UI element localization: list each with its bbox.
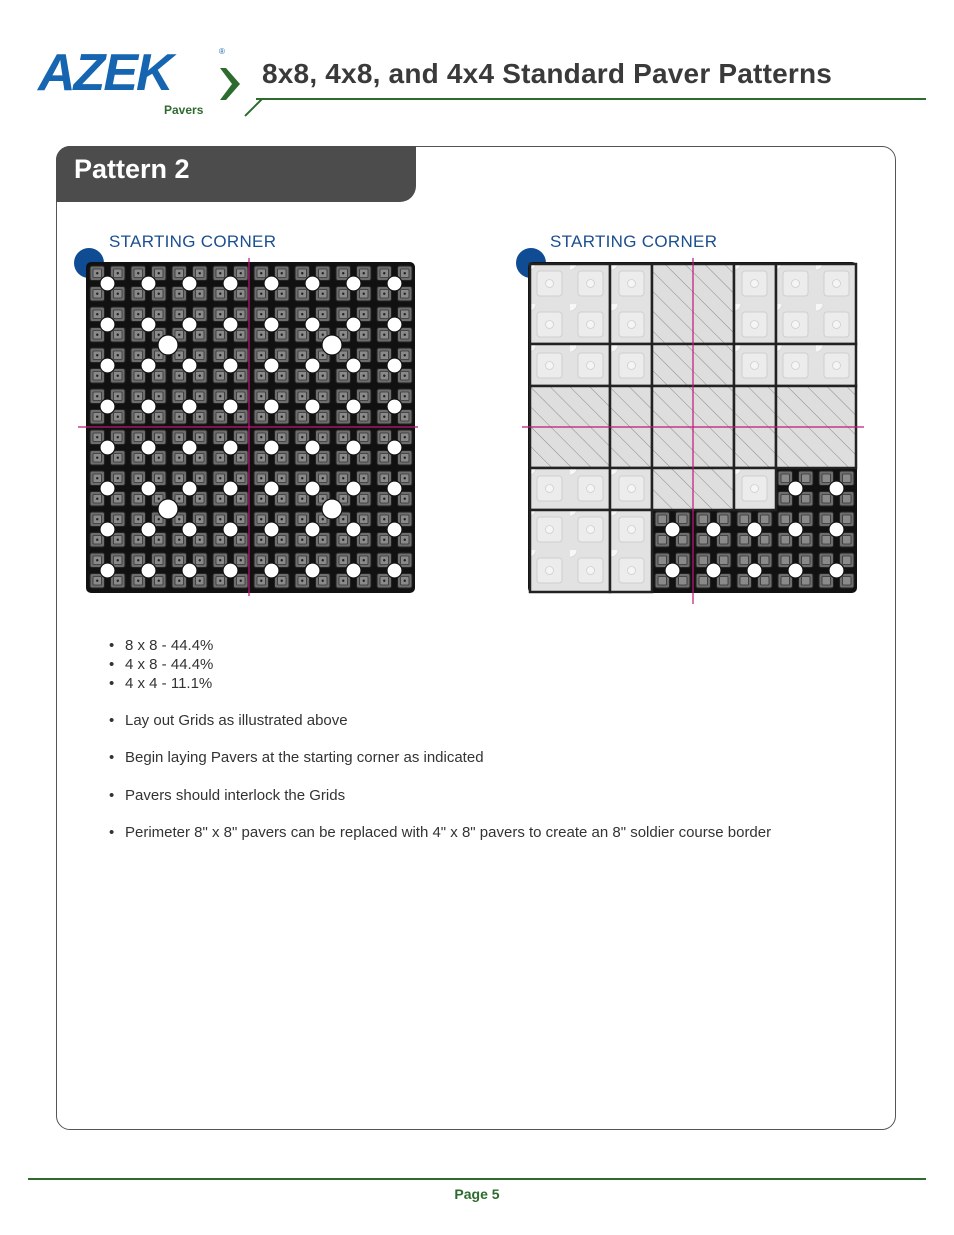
logo-registered: ® bbox=[219, 47, 225, 56]
left-grid-diagram bbox=[78, 258, 418, 598]
page-number: Page 5 bbox=[454, 1186, 500, 1202]
azek-logo bbox=[36, 40, 256, 120]
logo-sub: Pavers bbox=[164, 103, 204, 117]
instruction-interlock: • Pavers should interlock the Grids bbox=[108, 786, 771, 805]
instruction-list bbox=[108, 636, 771, 842]
right-grid-diagram bbox=[520, 258, 866, 606]
page-title: 8x8, 4x8, and 4x4 Standard Paver Patterns bbox=[262, 58, 833, 89]
header-rule bbox=[256, 98, 926, 100]
instruction-begin: • Begin laying Pavers at the starting corner as indicated bbox=[108, 748, 771, 767]
right-starting-corner-label: STARTING CORNER bbox=[550, 232, 718, 251]
ratio-4x4: • 4 x 4 - 11.1% bbox=[108, 674, 771, 693]
logo-brand: AZEK bbox=[38, 44, 172, 102]
ratio-4x8: • 4 x 8 - 44.4% bbox=[108, 655, 771, 674]
panel-title: Pattern 2 bbox=[74, 154, 190, 184]
left-starting-corner-label: STARTING CORNER bbox=[109, 232, 277, 251]
instruction-perimeter: • Perimeter 8" x 8" pavers can be replaced with 4" x 8" pavers to create an 8" soldier course border bbox=[108, 823, 771, 842]
ratio-8x8: • 8 x 8 - 44.4% bbox=[108, 636, 771, 655]
footer-rule bbox=[28, 1178, 926, 1180]
instruction-layout: • Lay out Grids as illustrated above bbox=[108, 711, 771, 730]
